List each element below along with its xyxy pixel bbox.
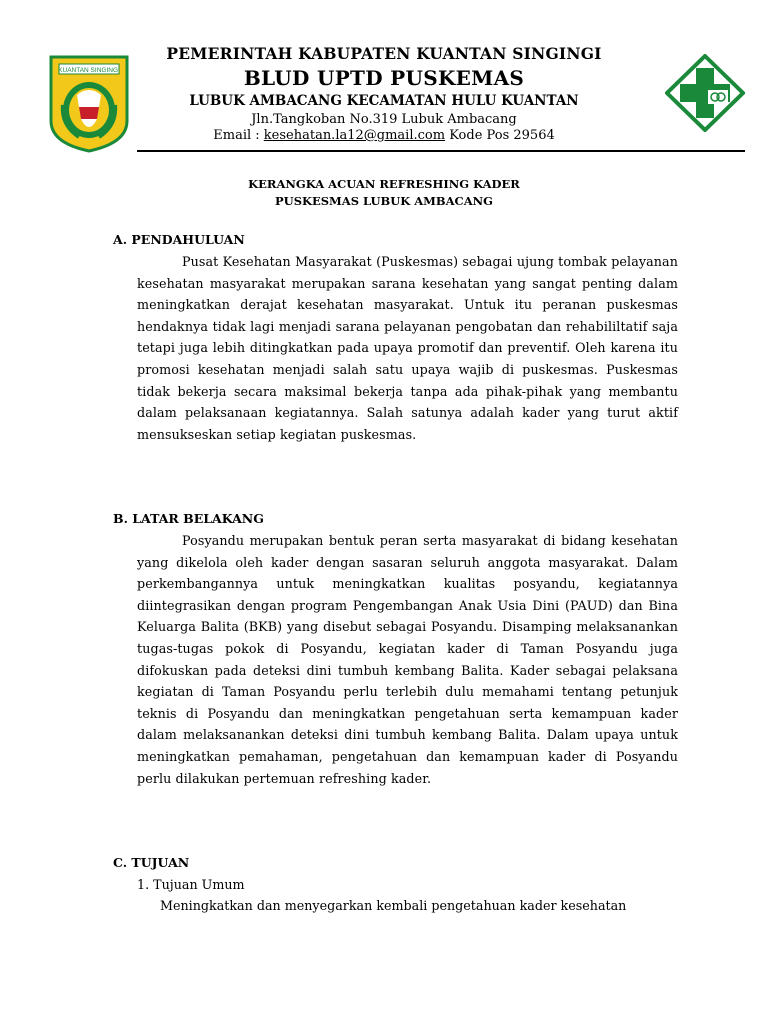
address-line: Jln.Tangkoban No.319 Lubuk Ambacang	[251, 112, 517, 127]
section-heading-a: A. PENDAHULUAN	[113, 232, 245, 247]
government-name: PEMERINTAH KABUPATEN KUANTAN SINGINGI	[166, 44, 602, 63]
emblem-text: KUANTAN SINGINGI	[58, 67, 120, 74]
postal-code: Kode Pos 29564	[445, 128, 555, 143]
email-link[interactable]: kesehatan.la12@gmail.com	[263, 128, 446, 143]
document-subtitle: PUSKESMAS LUBUK AMBACANG	[275, 194, 493, 208]
document-title: KERANGKA ACUAN REFRESHING KADER	[248, 177, 520, 191]
letterhead	[0, 0, 768, 160]
header-divider	[137, 150, 745, 152]
location-line: LUBUK AMBACANG KECAMATAN HULU KUANTAN	[189, 93, 579, 109]
section-body-c: Meningkatkan dan menyegarkan kembali pengetahuan kader kesehatan	[160, 898, 627, 913]
section-heading-c: C. TUJUAN	[113, 855, 190, 870]
contact-line	[0, 128, 768, 143]
organization-name: BLUD UPTD PUSKEMAS	[243, 66, 525, 90]
section-body-a: Pusat Kesehatan Masyarakat (Puskesmas) sebagai ujung tombak pelayanan kesehatan masyarakat merupakan sarana kesehatan yang sangat penting dalam meningkatkan derajat kesehatan masyarakat. Untuk itu peranan puskesmas hendaknya tidak lagi menjadi sarana pelayanan pengobatan dan rehabililtatif saja tetapi juga lebih ditingkatkan pada upaya promotif dan preventif. Oleh karena itu promosi kesehatan menjadi salah satu upaya wajib di puskesmas. Puskesmas tidak bekerja secara maksimal bekerja tanpa ada pihak-pihak yang membantu dalam pelaksanaan kegiatannya. Salah satunya adalah kader yang turut aktif mensukseskan setiap kegiatan puskesmas.	[137, 254, 678, 442]
section-heading-b: B. LATAR BELAKANG	[113, 511, 264, 526]
puskesmas-logo	[665, 54, 745, 132]
email-label: Email :	[213, 128, 264, 143]
section-body-b: Posyandu merupakan bentuk peran serta masyarakat di bidang kesehatan yang dikelola oleh kader dengan sasaran seluruh anggota masyarakat. Dalam perkembangannya untuk meningkatkan kualitas posyandu, kegiatannya diintegrasikan dengan program Pengembangan Anak Usia Dini (PAUD) dan Bina Keluarga Balita (BKB) yang disebut sebagai Posyandu. Disamping melaksanankan tugas-tugas pokok di Posyandu, kegiatan kader di Taman Posyandu juga difokuskan pada deteksi dini tumbuh kembang Balita. Kader sebagai pelaksana kegiatan di Taman Posyandu perlu terlebih dulu memahami tentang petunjuk teknis di Posyandu dan meningkatkan pengetahuan serta kemampuan kader dalam melaksanankan deteksi dini tumbuh kembang Balita. Dalam upaya untuk meningkatkan pemahaman, pengetahuan dan kemampuan kader di Posyandu perlu dilakukan pertemuan refreshing kader.	[137, 533, 678, 786]
subsection-heading: 1. Tujuan Umum	[137, 877, 245, 892]
